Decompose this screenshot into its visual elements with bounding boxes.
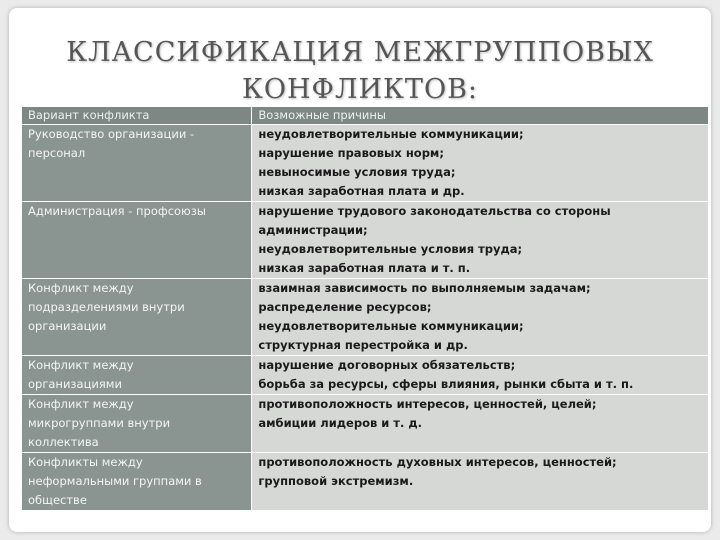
variant-line: организации (28, 319, 107, 333)
table-row (22, 202, 709, 279)
header-causes: Возможные причины (252, 107, 709, 125)
table-row (22, 279, 709, 356)
cause-line: противоположность духовных интересов, ценностей; (258, 455, 617, 469)
variant-line: Администрация - профсоюзы (28, 204, 206, 218)
cause-line: неудовлетворительные условия труда; (258, 242, 523, 256)
variant-cell (22, 202, 252, 279)
variant-line: организациями (28, 377, 122, 391)
cause-line: распределение ресурсов; (258, 300, 432, 314)
cause-line: структурная перестройка и др. (258, 338, 468, 352)
variant-cell (22, 453, 252, 511)
causes-cell (252, 395, 709, 453)
cause-line: противоположность интересов, ценностей, целей; (258, 397, 597, 411)
variant-line: Конфликт между (28, 281, 134, 295)
variant-line: Конфликты между (28, 455, 143, 469)
table-row (22, 125, 709, 202)
causes-cell (252, 453, 709, 511)
variant-line: неформальными группами в (28, 474, 202, 488)
variant-line: обществе (28, 493, 87, 507)
cause-line: борьба за ресурсы, сферы влияния, рынки сбыта и т. п. (258, 377, 634, 391)
cause-line: администрации; (258, 223, 368, 237)
causes-cell (252, 202, 709, 279)
slide (9, 8, 711, 532)
table-row (22, 395, 709, 453)
cause-line: неудовлетворительные коммуникации; (258, 127, 524, 141)
table-row (22, 453, 709, 511)
slide-title (9, 34, 711, 108)
table-header-row (22, 107, 709, 125)
variant-line: коллектива (28, 435, 99, 449)
title-line-2: КОНФЛИКТОВ: (241, 74, 479, 105)
cause-line: амбиции лидеров и т. д. (258, 416, 423, 430)
title-line-1: КЛАССИФИКАЦИЯ МЕЖГРУППОВЫХ (66, 37, 654, 68)
variant-line: Руководство организации - (28, 127, 195, 141)
variant-line: персонал (28, 146, 86, 160)
variant-line: Конфликт между (28, 397, 134, 411)
variant-line: микрогруппами внутри (28, 416, 171, 430)
variant-line: Конфликт между (28, 358, 134, 372)
cause-line: нарушение договорных обязательств; (258, 358, 516, 372)
variant-cell (22, 279, 252, 356)
variant-line: подразделениями внутри (28, 300, 185, 314)
variant-cell (22, 125, 252, 202)
causes-cell (252, 356, 709, 395)
conflict-classification-table (21, 106, 709, 511)
table-row (22, 356, 709, 395)
cause-line: низкая заработная плата и т. п. (258, 261, 471, 275)
cause-line: взаимная зависимость по выполняемым задачам; (258, 281, 591, 295)
cause-line: групповой экстремизм. (258, 474, 414, 488)
cause-line: нарушение трудового законодательства со стороны (258, 204, 611, 218)
header-variant: Вариант конфликта (22, 107, 252, 125)
variant-cell (22, 395, 252, 453)
cause-line: невыносимые условия труда; (258, 165, 456, 179)
cause-line: нарушение правовых норм; (258, 146, 444, 160)
variant-cell (22, 356, 252, 395)
cause-line: низкая заработная плата и др. (258, 184, 465, 198)
cause-line: неудовлетворительные коммуникации; (258, 319, 524, 333)
causes-cell (252, 125, 709, 202)
causes-cell (252, 279, 709, 356)
